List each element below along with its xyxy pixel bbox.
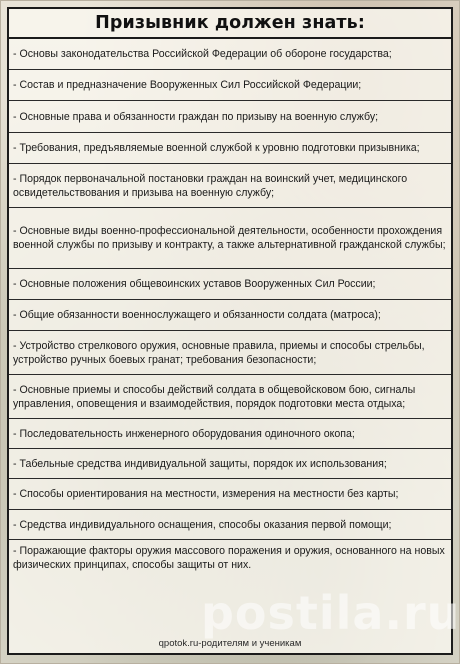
page-title: Призывник должен знать: (95, 13, 365, 33)
source-caption: qpotok.ru-родителям и ученикам (158, 638, 302, 649)
list-item-text: - Средства индивидуального оснащения, способы оказания первой помощи; (13, 518, 392, 531)
list-item-text: - Основные приемы и способы действий солдата в общевойсковом бою, сигналы управления, оповещения и взаимодействия, порядок подготовки места отдыха; (13, 383, 416, 410)
list-item-text: - Табельные средства индивидуальной защиты, порядок их использования; (13, 457, 387, 470)
list-item-text: - Состав и предназначение Вооруженных Сил Российской Федерации; (13, 79, 362, 91)
list-item (9, 449, 451, 479)
list-item (9, 510, 451, 540)
list-item (9, 331, 451, 375)
list-item (9, 164, 451, 208)
list-item-text: - Основные права и обязанности граждан по призыву на военную службу; (13, 110, 379, 123)
list-item-text: - Общие обязанности военнослужащего и обязанности солдата (матроса); (13, 309, 381, 321)
list-item (9, 70, 451, 101)
list-item (9, 269, 451, 300)
list-item-text: - Способы ориентирования на местности, измерения на местности без карты; (13, 488, 399, 500)
list-item-text: - Основные положения общевоинских уставов Вооруженных Сил России; (13, 278, 376, 290)
list-item (9, 133, 451, 164)
checklist-panel (7, 7, 453, 655)
list-item-text: - Последовательность инженерного оборудования одиночного окопа; (13, 427, 355, 440)
list-item-text: - Устройство стрелкового оружия, основные правила, приемы и способы стрельбы, устройство ручных боевых гранат; требования безопасности; (13, 339, 425, 366)
list-item (9, 375, 451, 419)
checklist (9, 39, 451, 653)
list-item (9, 419, 451, 449)
list-item (9, 101, 451, 133)
list-item (9, 208, 451, 269)
list-item (9, 540, 451, 596)
watermark-logo: postila.ru (201, 586, 460, 640)
list-item-text: - Порядок первоначальной постановки граждан на воинский учет, медицинского освидетельствования и призыва на военную службу; (13, 172, 408, 199)
list-item-text: - Основы законодательства Российской Федерации об обороне государства; (13, 48, 392, 60)
list-item-text: - Требования, предъявляемые военной службой к уровню подготовки призывника; (13, 142, 420, 154)
list-item-text: - Основные виды военно-профессиональной деятельности, особенности прохождения военной службы по призыву и контракту, а также альтернативной гражданской службы; (13, 225, 446, 251)
list-item (9, 300, 451, 331)
title-bar (9, 9, 451, 39)
list-item-text: - Поражающие факторы оружия массового поражения и оружия, основанного на новых физических принципах, способы защиты от них. (13, 545, 445, 571)
list-item (9, 39, 451, 70)
list-item (9, 479, 451, 510)
